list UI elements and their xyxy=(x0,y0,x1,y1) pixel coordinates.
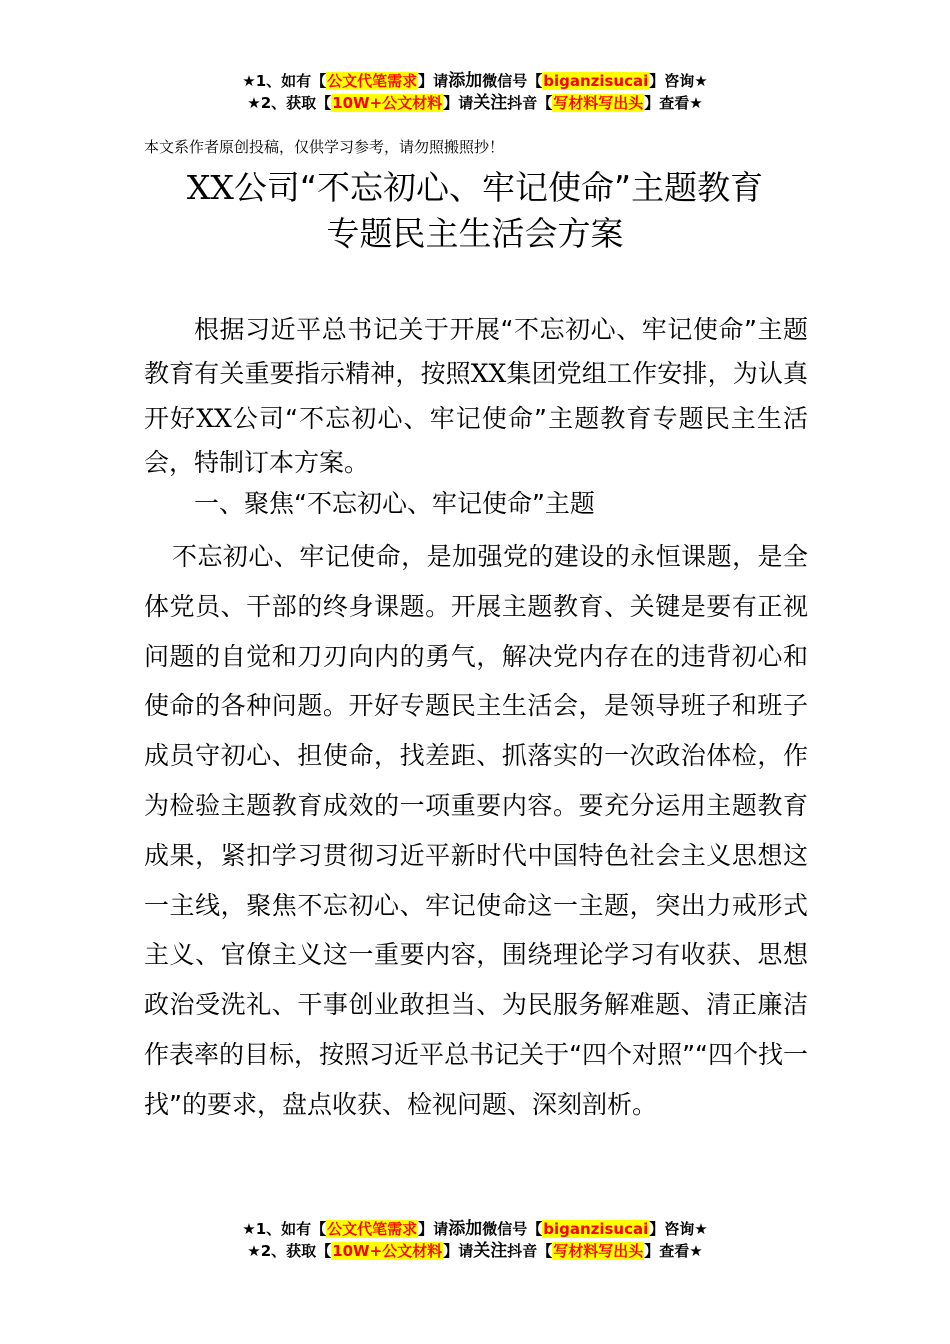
promo-text: 】请 xyxy=(418,1220,449,1238)
promo-text: 关注 xyxy=(473,93,508,113)
promo-highlight-materials: 10W+公文材料 xyxy=(332,94,443,112)
paragraph-text: 集团党组工作安排，为认真开好 xyxy=(144,359,808,433)
document-title xyxy=(0,165,950,257)
paragraph-latin: XX xyxy=(196,403,232,433)
promo-text: 添加 xyxy=(448,1219,483,1239)
promo-text: 】查看★ xyxy=(644,1242,703,1260)
promo-highlight-wechat-id: biganzisucai xyxy=(543,72,649,90)
promo-text: 抖音【 xyxy=(507,94,553,112)
promo-text: ★1、如有【 xyxy=(242,1220,327,1238)
promo-text: 微信号【 xyxy=(482,72,543,90)
promo-line-1 xyxy=(0,70,950,92)
promo-text: 】请 xyxy=(418,72,449,90)
promo-text: ★1、如有【 xyxy=(242,72,327,90)
promo-text: 】请 xyxy=(443,94,474,112)
promo-highlight-wechat-id: biganzisucai xyxy=(543,1220,649,1238)
title-line-2: 专题民主生活会方案 xyxy=(326,214,624,253)
promo-highlight-service: 公文代笔需求 xyxy=(327,72,418,90)
promo-line-2 xyxy=(0,92,950,114)
promo-highlight-materials: 10W+公文材料 xyxy=(332,1242,443,1260)
section-1-paragraph: 不忘初心、牢记使命，是加强党的建设的永恒课题，是全体党员、干部的终身课题。开展主题教育、关键是要有正视问题的自觉和刀刃向内的勇气，解决党内存在的违背初心和使命的各种问题。开好专题民主生活会，是领导班子和班子成员守初心、担使命，找差距、抓落实的一次政治体检，作为检验主题教育成效的一项重要内容。要充分运用主题教育成果，紧扣学习贯彻习近平新时代中国特色社会主义思想这一主线，聚焦不忘初心、牢记使命这一主题，突出力戒形式主义、官僚主义这一重要内容，围绕理论学习有收获、思想政治受洗礼、干事创业敢担当、为民服务解难题、清正廉洁作表率的目标，按照习近平总书记关于“四个对照”“四个找一找”的要求，盘点收获、检视问题、深刻剖析。 xyxy=(144,542,808,1119)
promo-text: 】咨询★ xyxy=(649,72,708,90)
promo-text: 】咨询★ xyxy=(649,1220,708,1238)
promo-banner-bottom xyxy=(0,1218,950,1262)
promo-banner-top xyxy=(0,70,950,114)
promo-text: 】请 xyxy=(443,1242,474,1260)
title-latin: XX xyxy=(186,168,234,207)
promo-text: ★2、获取【 xyxy=(247,94,332,112)
promo-text: 关注 xyxy=(473,1241,508,1261)
promo-highlight-service: 公文代笔需求 xyxy=(327,1220,418,1238)
paragraph-latin: XX xyxy=(470,359,507,389)
title-text: 公司“不忘初心、牢记使命”主题教育 xyxy=(233,168,764,207)
section-heading-1: 一、聚焦“不忘初心、牢记使命”主题 xyxy=(194,489,595,518)
promo-line-2 xyxy=(0,1240,950,1262)
promo-line-1 xyxy=(0,1218,950,1240)
intro-paragraph xyxy=(144,308,808,485)
promo-highlight-douyin-account: 写材料写出头 xyxy=(553,1242,644,1260)
author-note: 本文系作者原创投稿，仅供学习参考，请勿照搬照抄！ xyxy=(144,138,505,156)
promo-text: 抖音【 xyxy=(507,1242,553,1260)
promo-text: ★2、获取【 xyxy=(247,1242,332,1260)
promo-text: 添加 xyxy=(448,71,483,91)
title-line-1 xyxy=(0,165,950,211)
promo-text: 微信号【 xyxy=(482,1220,543,1238)
promo-text: 】查看★ xyxy=(644,94,703,112)
paragraph-text: 根据习近平总书记关于开展“不忘初心、牢记使命”主题教育有关重要指示精神，按照 xyxy=(144,315,808,389)
paragraph-text: 公司“不忘初心、牢记使命”主题教育专题民主生活会，特制订本方案。 xyxy=(144,403,808,477)
promo-highlight-douyin-account: 写材料写出头 xyxy=(553,94,644,112)
